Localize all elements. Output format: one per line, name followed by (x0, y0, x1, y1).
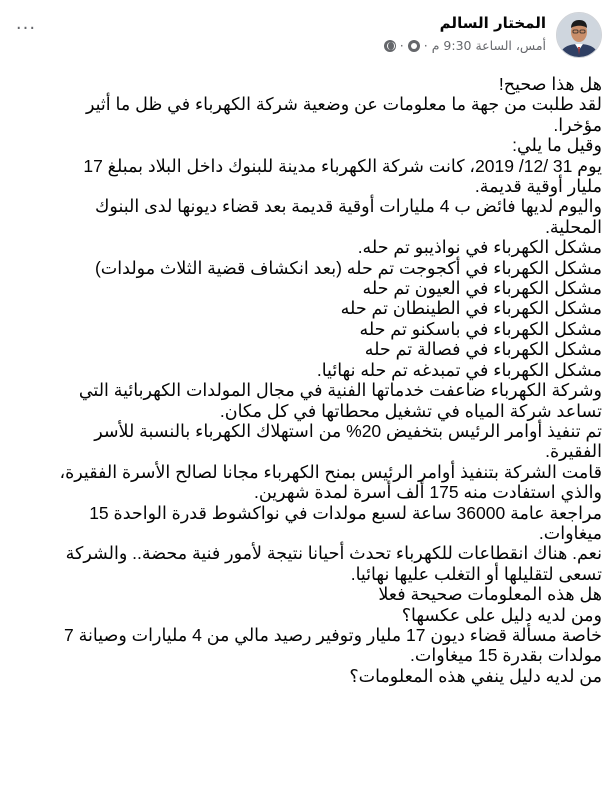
post-line: يوم 31 /12/ 2019، كانت شركة الكهرباء مدينة للبنوك داخل البلاد بمبلغ 17 (83, 155, 602, 176)
post-line: وقيل ما يلي: (512, 135, 602, 156)
post-line: نعم. هناك انقطاعات للكهرباء تحدث أحيانا نتيجة لأمور فنية محضة.. والشركة (65, 543, 602, 564)
post-line: ومن لديه دليل على عكسها؟ (401, 604, 602, 625)
avatar-photo-icon (557, 13, 601, 57)
meta-separator: · (423, 38, 428, 53)
post-line: ميغاوات. (538, 522, 602, 543)
post-line: مؤخرا. (553, 114, 602, 135)
post-line: خاصة مسألة قضاء ديون 17 مليار وتوفير رصيد مالي من 4 مليارات وصيانة 7 (64, 624, 602, 645)
post-line: مليار أوقية قديمة. (474, 176, 602, 197)
post-line: وشركة الكهرباء ضاعفت خدماتها الفنية في مجال المولدات الكهربائية التي (78, 380, 602, 401)
post-line: مشكل الكهرباء في فصالة تم حله (364, 339, 602, 360)
post-line: مراجعة عامة 36000 ساعة لسبع مولدات في نواكشوط قدرة الواحدة 15 (89, 502, 602, 523)
post-line: والذي استفادت منه 175 ألف أسرة لمدة شهرين. (254, 482, 602, 503)
post-line: مشكل الكهرباء في باسكنو تم حله (359, 318, 602, 339)
post-line: قامت الشركة بتنفيذ أوامر الرئيس بمنح الكهرباء مجانا لصالح الأسرة الفقيرة، (59, 461, 602, 482)
post-body (8, 74, 602, 686)
post-line: مشكل الكهرباء في الطينطان تم حله (340, 298, 602, 319)
post-timestamp[interactable]: أمس، الساعة 9:30 م (431, 38, 546, 53)
post-line: مشكل الكهرباء في تمبدغه تم حله نهائيا. (316, 359, 602, 380)
gear-icon (408, 40, 420, 52)
post-line: مشكل الكهرباء في أكجوجت تم حله (بعد انكشاف قضية الثلاث مولدات) (94, 257, 602, 278)
globe-icon[interactable] (384, 40, 396, 52)
post-meta (384, 38, 546, 53)
meta-separator-2: · (399, 38, 404, 53)
post-line: تساعد شركة المياه في تشغيل محطاتها في كل مكان. (219, 400, 602, 421)
author-avatar[interactable] (556, 12, 602, 58)
post-line: تسعى لتقليلها أو التغلب عليها نهائيا. (350, 563, 602, 584)
post-line: مشكل الكهرباء في العيون تم حله (362, 278, 602, 299)
post-line: من لديه دليل ينفي هذه المعلومات؟ (349, 665, 602, 686)
post-line: المحلية. (545, 216, 602, 237)
post-line: تم تنفيذ أوامر الرئيس بتخفيض 20% من استهلاك الكهرباء بالنسبة للأسر (94, 420, 602, 441)
post-line: هل هذه المعلومات صحيحة فعلا (378, 584, 602, 605)
post-line: هل هذا صحيح! (498, 74, 602, 94)
post-header (12, 10, 602, 70)
post-line: الفقيرة. (545, 441, 602, 462)
more-options-icon[interactable]: ··· (15, 18, 37, 39)
post-line: لقد طلبت من جهة ما معلومات عن وضعية شركة الكهرباء في ظل ما أثير (86, 94, 602, 115)
author-name[interactable]: المختار السالم (439, 14, 546, 32)
post-line: مشكل الكهرباء في نواذيبو تم حله. (357, 237, 602, 258)
post-line: واليوم لديها فائض ب 4 مليارات أوقية قديمة بعد قضاء ديونها لدى البنوك (94, 196, 602, 217)
post-line: مولدات بقدرة 15 ميغاوات. (410, 645, 602, 666)
